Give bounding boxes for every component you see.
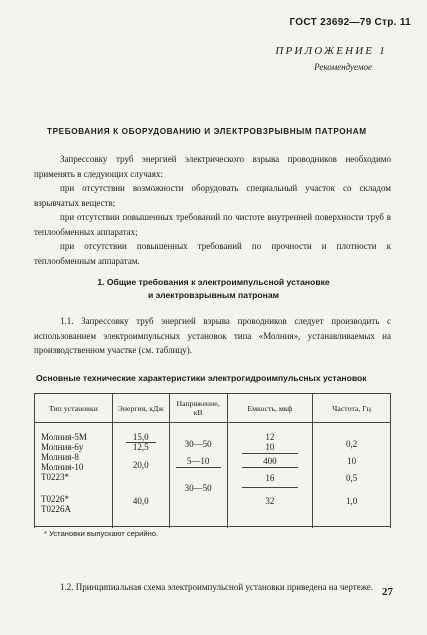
table-cell: 15,0 bbox=[132, 432, 149, 442]
table-cell: 30—50 bbox=[184, 483, 212, 493]
appendix-title: ПРИЛОЖЕНИЕ 1 bbox=[275, 45, 387, 57]
table-cell: 30—50 bbox=[184, 439, 212, 449]
cell-divider bbox=[242, 453, 299, 454]
section-title-line: 1. Общие требования к электроимпульсной установке bbox=[97, 277, 330, 287]
table-title: Основные технические характеристики электрогидроимпульсных установок bbox=[36, 373, 367, 383]
page-number: 27 bbox=[382, 586, 393, 598]
intro-paragraph: при отсутствии возможности оборудовать специальный участок со складом взрывчатых веществ; bbox=[34, 183, 391, 208]
cell-divider bbox=[242, 467, 299, 468]
table-cell: Т0223* bbox=[41, 472, 69, 482]
table-cell: 12 bbox=[265, 432, 275, 442]
table-cell: Молния-6у bbox=[41, 442, 84, 452]
appendix-subtitle: Рекомендуемое bbox=[314, 62, 372, 72]
table-cell: 16 bbox=[265, 473, 275, 483]
table-cell: 32 bbox=[265, 496, 275, 506]
table-cell: 10 bbox=[265, 442, 275, 452]
table-cell: 40,0 bbox=[132, 496, 149, 506]
intro-text bbox=[34, 152, 391, 268]
table-cell: 400 bbox=[263, 456, 277, 466]
col-header-voltage: Напряжение, кВ bbox=[169, 394, 227, 423]
voltage-cell bbox=[169, 423, 227, 529]
table-footnote: * Установки выпускают серийно. bbox=[44, 529, 159, 538]
page-header: ГОСТ 23692—79 Стр. 11 bbox=[289, 17, 411, 28]
table-cell: 0,2 bbox=[346, 439, 358, 449]
col-header-energy: Энергия, кДж bbox=[112, 394, 169, 423]
paragraph-1-2 bbox=[34, 580, 391, 594]
table-cell: 10 bbox=[347, 456, 357, 466]
table-cell: 0,5 bbox=[346, 473, 358, 483]
models-cell bbox=[35, 423, 113, 529]
col-header-frequency: Частота, Гц bbox=[313, 394, 391, 423]
col-header-capacity: Емкость, мкф bbox=[227, 394, 313, 423]
table-cell: Молния-10 bbox=[41, 462, 84, 472]
col-header-type: Тип установки bbox=[35, 394, 113, 423]
section-title bbox=[0, 276, 427, 302]
section-title-line: и электровзрывным патронам bbox=[147, 290, 280, 300]
paragraph-1-1 bbox=[34, 314, 391, 358]
table-body-row bbox=[35, 423, 391, 529]
cell-divider bbox=[176, 467, 221, 468]
table-cell: 20,0 bbox=[132, 460, 149, 470]
table-cell: 12,5 bbox=[132, 442, 149, 452]
intro-paragraph: при отсутствии повышенных требований по чистоте внутренней поверхности труб в теплообменных аппаратах; bbox=[34, 212, 391, 237]
energy-cell bbox=[112, 423, 169, 529]
table-cell: 5—10 bbox=[186, 456, 210, 466]
spec-table bbox=[34, 393, 391, 528]
paragraph-text: 1.2. Принципиальная схема электроимпульсной установки приведена на чертеже. bbox=[60, 582, 374, 592]
table-header-row bbox=[35, 394, 391, 423]
table-cell: Т0226* bbox=[41, 494, 69, 504]
frequency-cell bbox=[313, 423, 391, 529]
paragraph-text: 1.1. Запрессовку труб энергией взрыва проводников следует производить с использованием электроимпульсных установок типа «Молния», устанавливаемых на производственном участке (см. таблицу). bbox=[34, 316, 391, 355]
table-cell: Молния-8 bbox=[41, 452, 79, 462]
main-title: ТРЕБОВАНИЯ К ОБОРУДОВАНИЮ И ЭЛЕКТРОВЗРЫВНЫМ ПАТРОНАМ bbox=[47, 127, 367, 136]
capacity-cell bbox=[227, 423, 313, 529]
table-cell: 1,0 bbox=[346, 496, 358, 506]
cell-divider bbox=[242, 487, 299, 488]
intro-paragraph: при отсутствии повышенных требований по прочности и плотности к теплообменным аппаратам. bbox=[34, 241, 391, 266]
table-bottom-rule bbox=[34, 526, 391, 527]
intro-paragraph: Запрессовку труб энергией электрического взрыва проводников необходимо применять в следующих случаях: bbox=[34, 154, 391, 179]
table-cell: Т0226А bbox=[41, 504, 71, 514]
table-cell: Молния-5М bbox=[41, 432, 87, 442]
